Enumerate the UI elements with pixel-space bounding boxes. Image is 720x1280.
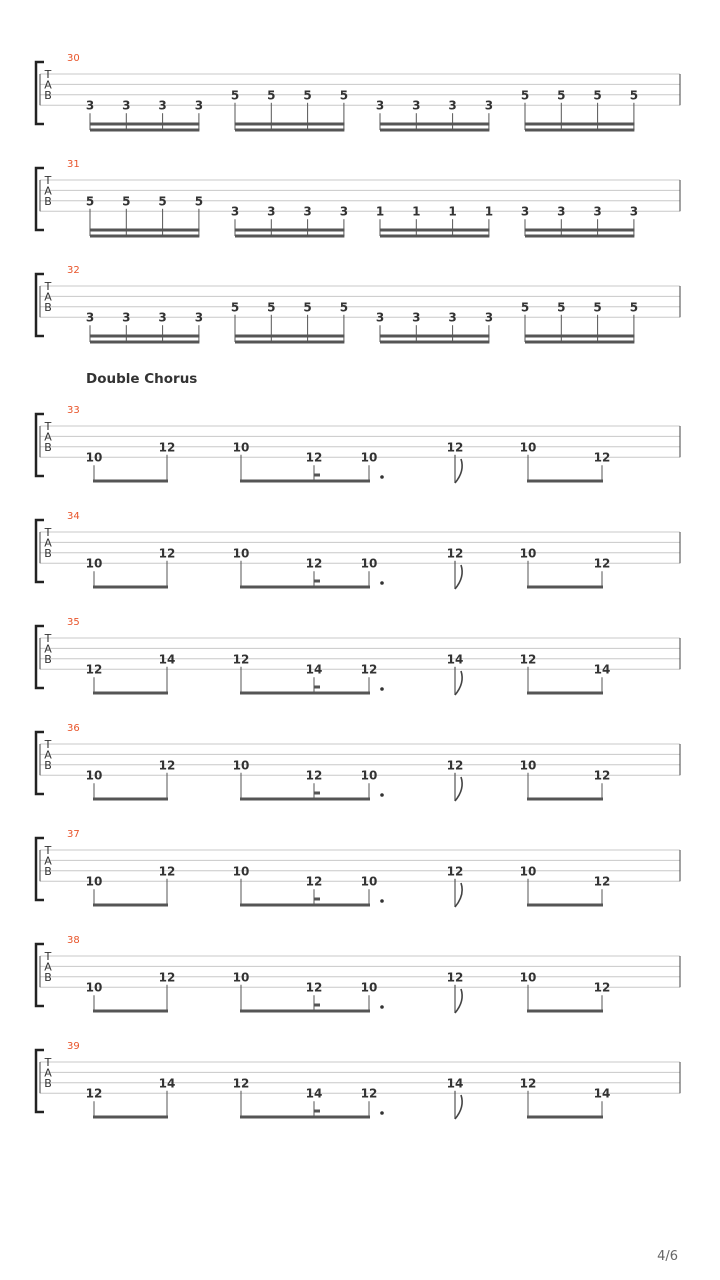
fret-number: 12	[232, 652, 250, 667]
fret-number: 12	[593, 556, 611, 571]
fret-number: 3	[85, 98, 95, 113]
tab-clef-letter: T	[44, 1056, 52, 1069]
fret-number: 1	[448, 204, 457, 219]
tab-clef-letter: B	[44, 970, 52, 984]
fret-number: 3	[484, 98, 494, 113]
fret-number: 10	[232, 440, 250, 455]
fret-number: 10	[360, 980, 378, 995]
fret-number: 3	[412, 310, 421, 325]
measure-number: 31	[67, 159, 80, 170]
tab-system	[36, 159, 680, 236]
fret-number: 14	[158, 1076, 176, 1091]
fret-number: 10	[360, 874, 378, 889]
fret-number: 14	[593, 1086, 611, 1101]
fret-number: 3	[375, 310, 385, 325]
fret-number: 5	[593, 300, 602, 315]
fret-number: 3	[375, 98, 385, 113]
fret-number: 5	[557, 88, 566, 103]
tab-system	[36, 265, 680, 342]
fret-number: 5	[629, 88, 639, 103]
fret-number: 3	[593, 204, 602, 219]
fret-number: 3	[85, 310, 95, 325]
fret-number: 12	[158, 864, 176, 879]
fret-number: 10	[85, 450, 103, 465]
fret-number: 5	[520, 300, 530, 315]
tab-clef-letter: B	[44, 652, 52, 666]
fret-number: 12	[593, 450, 611, 465]
augmentation-dot	[380, 793, 384, 797]
fret-number: 10	[232, 864, 250, 879]
fret-number: 5	[339, 88, 349, 103]
measure-number: 32	[67, 265, 80, 276]
tab-clef-letter: T	[44, 632, 52, 645]
measure-number: 39	[67, 1041, 80, 1052]
tab-clef-letter: A	[44, 642, 52, 656]
fret-number: 5	[593, 88, 602, 103]
augmentation-dot	[380, 1005, 384, 1009]
fret-number: 10	[519, 440, 537, 455]
fret-number: 14	[446, 1076, 464, 1091]
fret-number: 3	[448, 310, 457, 325]
fret-number: 10	[519, 864, 537, 879]
tab-clef-letter: T	[44, 68, 52, 81]
fret-number: 14	[593, 662, 611, 677]
measure-number: 38	[67, 935, 80, 946]
fret-number: 5	[230, 300, 240, 315]
fret-number: 3	[194, 310, 204, 325]
fret-number: 10	[519, 970, 537, 985]
fret-number: 5	[122, 194, 131, 209]
fret-number: 12	[305, 556, 323, 571]
augmentation-dot	[380, 475, 384, 479]
fret-number: 10	[85, 768, 103, 783]
fret-number: 5	[520, 88, 530, 103]
fret-number: 12	[158, 546, 176, 561]
tab-system	[36, 511, 680, 589]
fret-number: 5	[339, 300, 349, 315]
measure-number: 30	[67, 53, 80, 64]
augmentation-dot	[380, 687, 384, 691]
tab-clef-letter: B	[44, 440, 52, 454]
tab-clef-letter: B	[44, 194, 52, 208]
note-flag	[455, 565, 462, 589]
fret-number: 12	[305, 980, 323, 995]
tab-clef-letter: B	[44, 88, 52, 102]
fret-number: 5	[303, 300, 312, 315]
fret-number: 10	[360, 768, 378, 783]
augmentation-dot	[380, 899, 384, 903]
section-title: Double Chorus	[86, 371, 198, 387]
fret-number: 12	[593, 768, 611, 783]
fret-number: 5	[230, 88, 240, 103]
fret-number: 12	[446, 864, 464, 879]
fret-number: 5	[629, 300, 639, 315]
measure-number: 36	[67, 723, 80, 734]
tab-clef-letter: A	[44, 536, 52, 550]
fret-number: 10	[232, 758, 250, 773]
fret-number: 5	[267, 300, 276, 315]
tab-clef-letter: B	[44, 864, 52, 878]
fret-number: 12	[593, 874, 611, 889]
tab-clef-letter: T	[44, 526, 52, 539]
fret-number: 12	[446, 970, 464, 985]
measure-number: 35	[67, 617, 80, 628]
tab-clef-letter: A	[44, 748, 52, 762]
fret-number: 14	[305, 1086, 323, 1101]
tab-clef-letter: T	[44, 738, 52, 751]
tab-system	[36, 1041, 680, 1119]
tab-system	[36, 617, 680, 695]
fret-number: 12	[305, 874, 323, 889]
fret-number: 3	[484, 310, 494, 325]
fret-number: 12	[85, 662, 103, 677]
tab-clef-letter: T	[44, 844, 52, 857]
augmentation-dot	[380, 1111, 384, 1115]
measure-number: 34	[67, 511, 80, 522]
fret-number: 12	[158, 970, 176, 985]
fret-number: 10	[360, 450, 378, 465]
measure-number: 37	[67, 829, 80, 840]
tab-clef-letter: A	[44, 960, 52, 974]
fret-number: 3	[194, 98, 204, 113]
fret-number: 10	[519, 758, 537, 773]
tab-system	[36, 53, 680, 130]
fret-number: 10	[85, 556, 103, 571]
fret-number: 3	[230, 204, 240, 219]
tab-system	[36, 935, 680, 1013]
fret-number: 10	[232, 970, 250, 985]
fret-number: 1	[484, 204, 494, 219]
fret-number: 3	[122, 98, 131, 113]
fret-number: 12	[305, 450, 323, 465]
tab-system	[36, 405, 680, 483]
fret-number: 3	[557, 204, 566, 219]
tab-clef-letter: T	[44, 280, 52, 293]
tab-clef-letter: A	[44, 854, 52, 868]
fret-number: 3	[158, 310, 167, 325]
tab-system	[36, 723, 680, 801]
fret-number: 3	[520, 204, 530, 219]
fret-number: 5	[267, 88, 276, 103]
fret-number: 12	[158, 440, 176, 455]
fret-number: 5	[85, 194, 95, 209]
fret-number: 12	[158, 758, 176, 773]
fret-number: 10	[85, 980, 103, 995]
measure-number: 33	[67, 405, 80, 416]
augmentation-dot	[380, 581, 384, 585]
tab-clef-letter: T	[44, 950, 52, 963]
fret-number: 12	[360, 662, 378, 677]
fret-number: 12	[519, 652, 537, 667]
fret-number: 3	[629, 204, 639, 219]
fret-number: 12	[305, 768, 323, 783]
note-flag	[455, 459, 462, 483]
fret-number: 5	[303, 88, 312, 103]
fret-number: 12	[85, 1086, 103, 1101]
fret-number: 1	[375, 204, 385, 219]
fret-number: 3	[158, 98, 167, 113]
note-flag	[455, 989, 462, 1013]
fret-number: 3	[339, 204, 349, 219]
tab-clef-letter: B	[44, 1076, 52, 1090]
tab-clef-letter: A	[44, 290, 52, 304]
note-flag	[455, 671, 462, 695]
tab-clef-letter: B	[44, 300, 52, 314]
fret-number: 10	[519, 546, 537, 561]
fret-number: 3	[122, 310, 131, 325]
tab-clef-letter: T	[44, 174, 52, 187]
page-number: 4/6	[657, 1249, 678, 1264]
fret-number: 3	[303, 204, 312, 219]
tab-clef-letter: B	[44, 758, 52, 772]
fret-number: 12	[446, 758, 464, 773]
fret-number: 14	[158, 652, 176, 667]
tab-clef-letter: T	[44, 420, 52, 433]
fret-number: 5	[557, 300, 566, 315]
fret-number: 14	[305, 662, 323, 677]
fret-number: 12	[446, 546, 464, 561]
tab-system	[36, 829, 680, 907]
note-flag	[455, 777, 462, 801]
fret-number: 5	[194, 194, 204, 209]
fret-number: 12	[593, 980, 611, 995]
fret-number: 14	[446, 652, 464, 667]
tab-clef-letter: B	[44, 546, 52, 560]
fret-number: 12	[519, 1076, 537, 1091]
fret-number: 3	[448, 98, 457, 113]
note-flag	[455, 883, 462, 907]
fret-number: 3	[412, 98, 421, 113]
fret-number: 5	[158, 194, 167, 209]
fret-number: 12	[360, 1086, 378, 1101]
fret-number: 10	[232, 546, 250, 561]
tab-clef-letter: A	[44, 1066, 52, 1080]
fret-number: 10	[85, 874, 103, 889]
fret-number: 12	[446, 440, 464, 455]
fret-number: 10	[360, 556, 378, 571]
fret-number: 1	[412, 204, 421, 219]
note-flag	[455, 1095, 462, 1119]
tab-clef-letter: A	[44, 430, 52, 444]
fret-number: 3	[267, 204, 276, 219]
tab-clef-letter: A	[44, 184, 52, 198]
fret-number: 12	[232, 1076, 250, 1091]
tab-clef-letter: A	[44, 78, 52, 92]
